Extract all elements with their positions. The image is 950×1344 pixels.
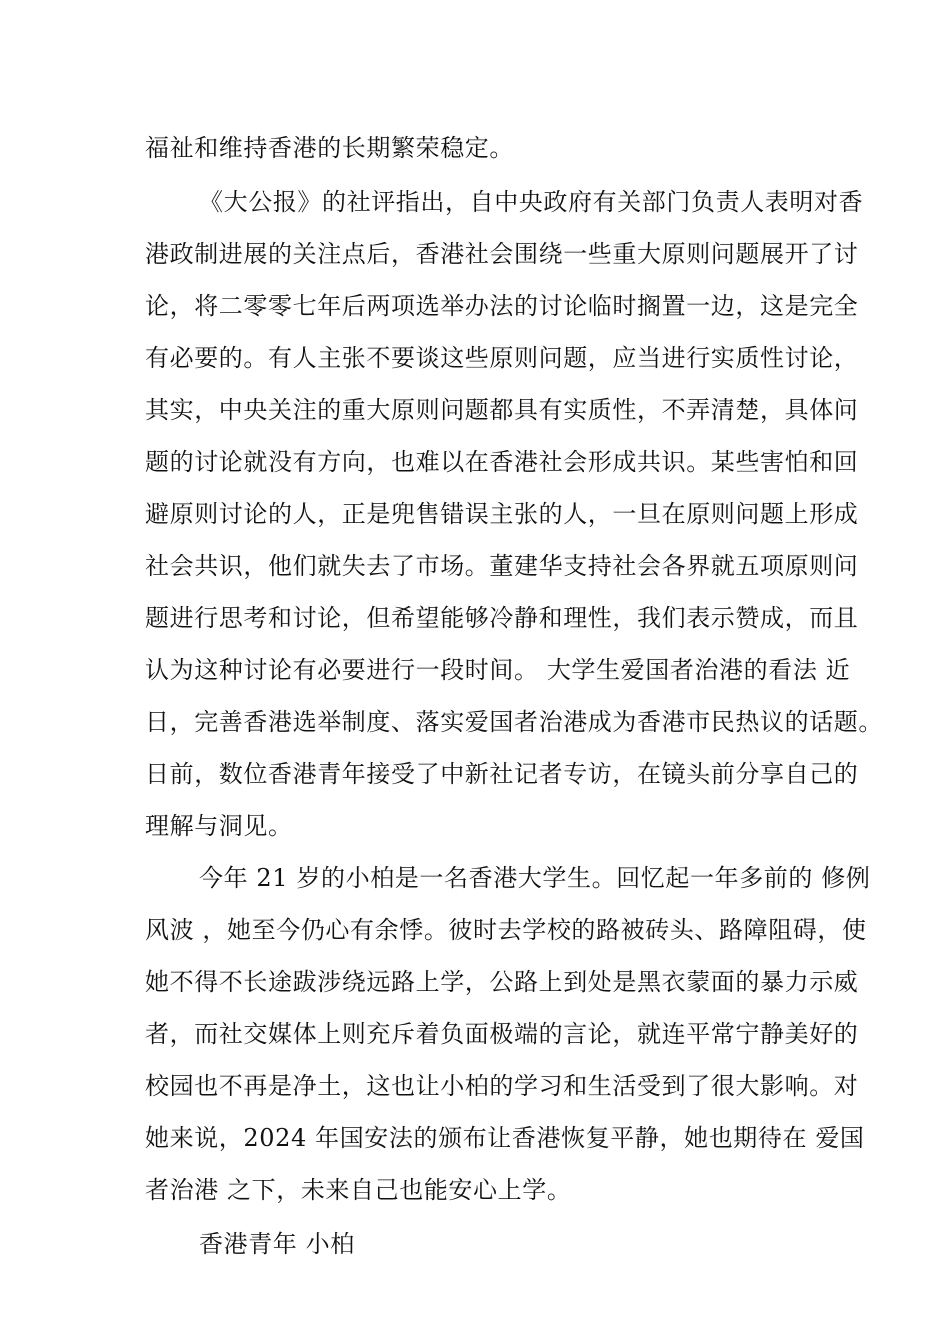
text-line: 社会共识，他们就失去了市场。董建华支持社会各界就五项原则问 [145,552,859,580]
text-line: 福祉和维持香港的长期繁荣稳定。 [145,134,514,162]
text-line: 日，完善香港选举制度、落实爱国者治港成为香港市民热议的话题。 [145,708,883,736]
text-line: 者，而社交媒体上则充斥着负面极端的言论，就连平常宁静美好的 [145,1020,859,1048]
text-line: 其实，中央关注的重大原则问题都具有实质性，不弄清楚，具体问 [145,396,859,424]
text-line: 题进行思考和讨论，但希望能够冷静和理性，我们表示赞成，而且 [145,604,859,632]
text-line: 她不得不长途跋涉绕远路上学，公路上到处是黑衣蒙面的暴力示威 [145,968,859,996]
text-line: 港政制进展的关注点后，香港社会围绕一些重大原则问题展开了讨 [145,240,859,268]
text-line: 有必要的。有人主张不要谈这些原则问题，应当进行实质性讨论， [145,344,859,372]
text-line: 风波 ，她至今仍心有余悸。彼时去学校的路被砖头、路障阻碍，使 [145,916,867,944]
caption-line: 香港青年 小柏 [199,1230,355,1258]
text-line: 日前，数位香港青年接受了中新社记者专访，在镜头前分享自己的 [145,760,859,788]
text-line: 题的讨论就没有方向，也难以在香港社会形成共识。某些害怕和回 [145,448,859,476]
text-line: 认为这种讨论有必要进行一段时间。 大学生爱国者治港的看法 近 [145,656,851,684]
text-line: 她来说，2024 年国安法的颁布让香港恢复平静，她也期待在 爱国 [145,1124,865,1152]
text-line: 论，将二零零七年后两项选举办法的讨论临时搁置一边，这是完全 [145,292,859,320]
text-line: 避原则讨论的人，正是兜售错误主张的人，一旦在原则问题上形成 [145,500,859,528]
paragraph-first-line: 今年 21 岁的小柏是一名香港大学生。回忆起一年多前的 修例 [199,864,871,892]
text-line: 理解与洞见。 [145,812,293,840]
text-line: 者治港 之下，未来自己也能安心上学。 [145,1176,572,1204]
paragraph-first-line: 《大公报》的社评指出，自中央政府有关部门负责人表明对香 [199,188,864,216]
text-line: 校园也不再是净土，这也让小柏的学习和生活受到了很大影响。对 [145,1072,859,1100]
